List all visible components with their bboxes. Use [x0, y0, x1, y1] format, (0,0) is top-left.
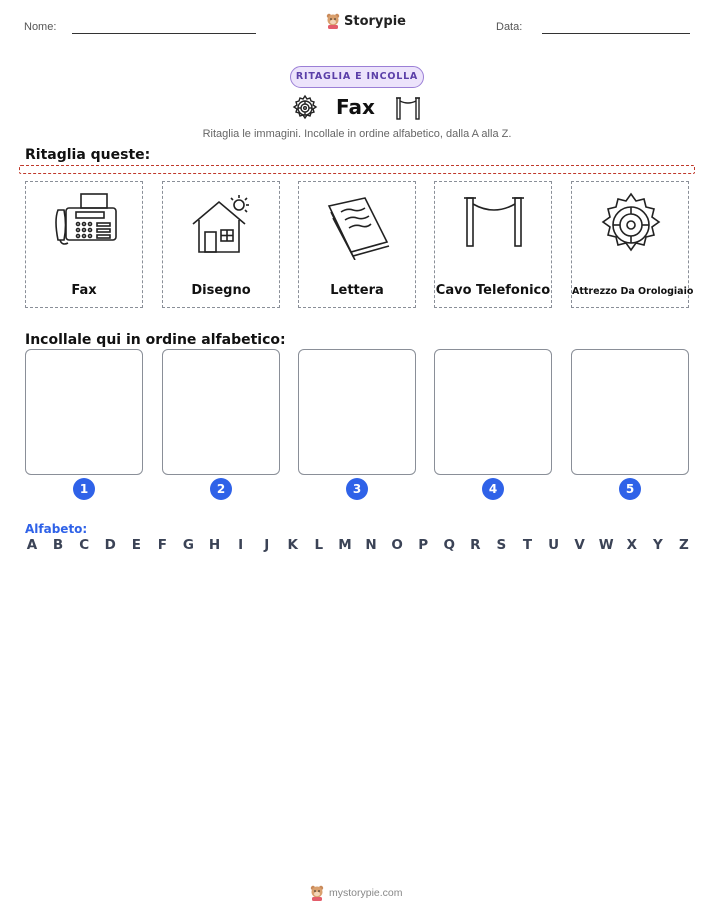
worksheet-title: Fax	[336, 95, 375, 119]
slot-number-badge: 1	[73, 478, 95, 500]
paste-slot[interactable]	[571, 349, 689, 475]
paste-slot[interactable]	[434, 349, 552, 475]
alphabet-letter: O	[391, 537, 403, 553]
alphabet-letter: A	[26, 537, 38, 553]
alphabet-letter: K	[287, 537, 299, 553]
alphabet-letter: R	[470, 537, 481, 553]
card-label: Cavo Telefonico	[435, 283, 551, 298]
alphabet-letter: P	[418, 537, 429, 553]
card-label: Fax	[71, 283, 97, 298]
brand-logo	[326, 13, 406, 29]
footer-url[interactable]: mystorypie.com	[329, 887, 403, 899]
alphabet-letter: E	[131, 537, 141, 553]
alphabet-letter: M	[338, 537, 352, 553]
alphabet-letter: V	[574, 537, 585, 553]
date-field[interactable]	[542, 33, 690, 34]
instructions-text: Ritaglia le immagini. Incollale in ordine alfabetico, dalla A alla Z.	[202, 128, 512, 140]
cutout-card[interactable]	[434, 181, 552, 308]
cut-line	[19, 165, 695, 174]
paste-section-heading: Incollale qui in ordine alfabetico:	[25, 332, 286, 348]
alphabet-letter: B	[52, 537, 64, 553]
cutout-card[interactable]	[298, 181, 416, 308]
alphabet-letter: W	[598, 537, 614, 553]
alphabet-heading: Alfabeto:	[25, 522, 88, 536]
alphabet-letter: I	[238, 537, 244, 553]
alphabet-letter: H	[208, 537, 221, 553]
alphabet-letter: X	[626, 537, 637, 553]
paste-slot[interactable]	[298, 349, 416, 475]
cutout-card[interactable]	[162, 181, 280, 308]
paste-slot[interactable]	[25, 349, 143, 475]
activity-badge: RITAGLIA E INCOLLA	[290, 66, 424, 88]
bear-mascot-icon	[326, 13, 340, 29]
bear-mascot-icon	[310, 885, 324, 901]
paste-slot[interactable]	[162, 349, 280, 475]
house-drawing-icon	[187, 190, 257, 260]
card-label: Lettera	[330, 283, 384, 298]
alphabet-letter: Z	[679, 537, 689, 553]
cut-section-heading: Ritaglia queste:	[25, 147, 151, 163]
gear-icon	[291, 94, 319, 126]
alphabet-letter: U	[548, 537, 560, 553]
date-label: Data:	[496, 21, 523, 33]
slot-number-badge: 2	[210, 478, 232, 500]
alphabet-letter: T	[522, 537, 533, 553]
alphabet-letter: N	[365, 537, 377, 553]
name-label: Nome:	[24, 21, 57, 33]
alphabet-letter: S	[496, 537, 507, 553]
cutout-card[interactable]	[25, 181, 143, 308]
alphabet-letter: D	[104, 537, 116, 553]
footer-brand	[310, 885, 403, 901]
gear-icon	[596, 190, 666, 260]
letter-icon	[323, 190, 393, 260]
name-field[interactable]	[72, 33, 256, 34]
alphabet-letter: C	[79, 537, 90, 553]
card-label: Attrezzo Da Orologiaio	[572, 286, 694, 297]
rope-barrier-icon	[394, 95, 422, 125]
slot-number-badge: 5	[619, 478, 641, 500]
slot-number-badge: 4	[482, 478, 504, 500]
alphabet-letter: G	[182, 537, 195, 553]
alphabet-letter: L	[314, 537, 324, 553]
alphabet-letter: Y	[652, 537, 663, 553]
cutout-card[interactable]	[571, 181, 694, 308]
fax-icon	[50, 190, 120, 260]
rope-barrier-icon	[459, 190, 529, 260]
alphabet-letter: F	[157, 537, 167, 553]
alphabet-letter: J	[264, 537, 270, 553]
card-label: Disegno	[191, 283, 251, 298]
brand-name: Storypie	[344, 13, 406, 29]
alphabet-letter: Q	[443, 537, 455, 553]
slot-number-badge: 3	[346, 478, 368, 500]
alphabet-row	[25, 537, 691, 553]
